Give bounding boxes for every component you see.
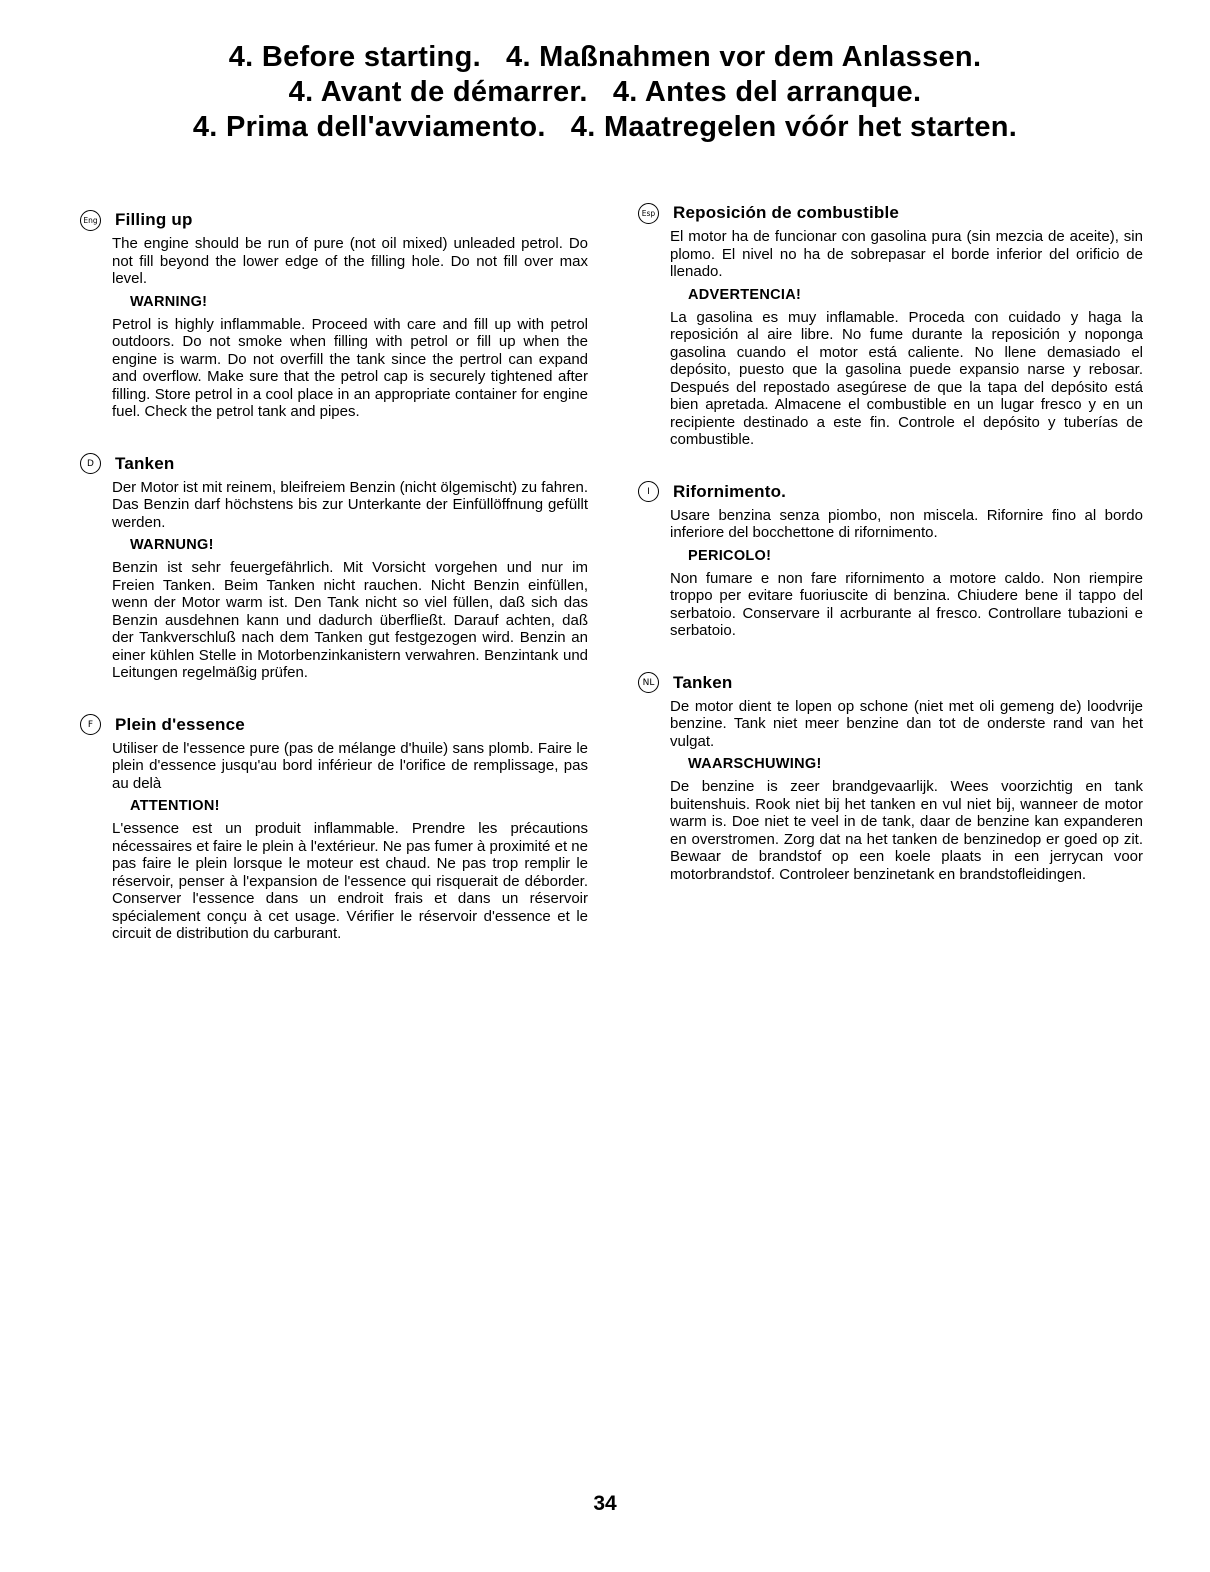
- language-badge-icon: F: [80, 714, 101, 735]
- right-column: [641, 200, 1143, 907]
- section-body: Utiliser de l'essence pure (pas de mélange d'huile) sans plomb. Faire le plein d'essence jusqu'au bord inférieur de l'orifice de remplissage, pas au delà: [112, 739, 588, 792]
- warning-text: Petrol is highly inflammable. Proceed with care and fill up with petrol outdoors. Do not smoke when filling with petrol or fill up when the engine is warm. Do not overfill the tank since the pertrol can expand and overflow. Make sure that the petrol cap is securely tightened after filling. Store petrol in a cool place in an appropriate container for engine fuel. Check the petrol tank and pipes.: [112, 315, 588, 420]
- language-badge-icon: Esp: [638, 203, 659, 224]
- section-title: Rifornimento.: [673, 481, 787, 501]
- section-header: [80, 712, 588, 738]
- section-header: [80, 207, 588, 233]
- warning-label: ADVERTENCIA!: [688, 286, 802, 303]
- section-body: Der Motor ist mit reinem, bleifreiem Benzin (nicht ölgemischt) zu fahren. Das Benzin darf höchstens bis zur Unterkante der Einfüllöffnung gefüllt werden.: [112, 478, 589, 531]
- language-badge-icon: NL: [638, 672, 659, 693]
- section-title: Tanken: [673, 672, 733, 692]
- warning-label: WARNUNG!: [130, 537, 214, 553]
- warning-label: PERICOLO!: [688, 547, 772, 564]
- warning-text: De benzine is zeer brandgevaarlijk. Wees voorzichtig en tank buitenshuis. Rook niet bij het tanken en vul niet bij, wanneer de motor warm is. Doe niet te veel in de tank, daar de benzine kan expanderen en overstromen. Zorg dat na het tanken de benzinedop er goed op zit. Bewaar de brandstof op een koele plaats in een jerrycan voor motorbrandstof. Controleer benzinetank en brandstofleidingen.: [670, 778, 1143, 883]
- warning-text: Non fumare e non fare rifornimento a motore caldo. Non riempire troppo per evitare fuoriuscite di benzina. Chiudere bene il tappo del serbatoio. Conservare il acrburante al fresco. Controllare tubazioni e serbatoio.: [670, 569, 1143, 639]
- language-badge-icon: I: [638, 481, 659, 502]
- section-header: [80, 451, 588, 477]
- section-title: Plein d'essence: [115, 714, 245, 734]
- section-body: The engine should be run of pure (not oil mixed) unleaded petrol. Do not fill beyond the lower edge of the filling hole. Do not fill over max level.: [112, 235, 588, 287]
- section-body: El motor ha de funcionar con gasolina pura (sin mezcia de aceite), sin plomo. El nivel no ha de sobrepasar el borde inferior del orificio de llenado.: [670, 228, 1143, 280]
- section-dutch: [642, 670, 1143, 884]
- section-spanish: [641, 200, 1143, 449]
- section-italian: [647, 479, 1143, 640]
- left-column: [83, 207, 589, 967]
- page-title-line-1: 4. Before starting. 4. Maßnahmen vor dem Anlassen.: [228, 41, 982, 73]
- language-badge-icon: Eng: [80, 210, 101, 231]
- page-title-line-3: 4. Prima dell'avviamento. 4. Maatregelen vóór het starten.: [192, 111, 1018, 143]
- section-title: Tanken: [115, 453, 175, 473]
- warning-text: Benzin ist sehr feuergefährlich. Mit Vorsicht vorgehen und nur im Freien Tanken. Beim Tanken nicht rauchen. Nicht Benzin einfüllen, wenn der Motor warm ist. Den Tank nicht so viel füllen, daß sich das Benzin ausdehnen kann und dadurch überfließt. Darauf achten, daß der Tankverschluß nach dem Tanken gut festgezogen wird. Benzin an einer kühlen Stelle in Motorbenzinkanistern verwahren. Benzintank und Leitungen regelmäßig prüfen.: [112, 559, 588, 681]
- page-title: [0, 40, 1210, 145]
- page-number: 34: [593, 1492, 617, 1515]
- section-body: De motor dient te lopen op schone (niet met oli gemeng de) loodvrije benzine. Tank niet meer benzine dan tot de onderste rand van het vulgat.: [670, 697, 1143, 750]
- page-title-line-2: 4. Avant de démarrer. 4. Antes del arranque.: [288, 76, 922, 108]
- warning-label: WAARSCHUWING!: [688, 756, 822, 772]
- section-title: Filling up: [115, 210, 193, 229]
- section-title: Reposición de combustible: [673, 203, 900, 222]
- section-french: [87, 712, 588, 943]
- warning-text: L'essence est un produit inflammable. Prendre les précautions nécessaires et faire le plein à l'extérieur. Ne pas fumer à proximité et ne pas faire le plein lorsque le moteur est chaud. Ne pas trop remplir le réservoir, penser à l'expansion de l'essence qui risquerait de déborder. Conserver l'essence dans un endroit frais et dans un réservoir spécialement conçu à cet usage. Vérifier le réservoir d'essence et le circuit de distribution du carburant.: [112, 820, 588, 942]
- warning-label: ATTENTION!: [130, 798, 220, 814]
- section-body: Usare benzina senza piombo, non miscela. Rifornire fino al bordo inferiore del bocchettone di rifornimento.: [670, 506, 1143, 541]
- language-badge-icon: D: [80, 453, 101, 474]
- section-german: [87, 451, 589, 682]
- warning-label: WARNING!: [130, 293, 208, 310]
- section-english: [83, 207, 588, 421]
- section-header: [638, 479, 1143, 505]
- section-header: [638, 670, 1143, 696]
- warning-text: La gasolina es muy inflamable. Proceda con cuidado y haga la reposición al aire libre. No fume durante la reposición y noponga gasolina cuando el motor está caliente. No llene demasiado el depósito, puesto que la gasolina puede expansio narse y rebosar. Después del repostado asegúrese de que la tapa del depósito está bien apretada. Almacene el combustible en un lugar fresco y en un recipiente destinado a este fin. Controle el depósito y tuberías de combustible.: [670, 308, 1143, 448]
- section-header: [638, 200, 1143, 226]
